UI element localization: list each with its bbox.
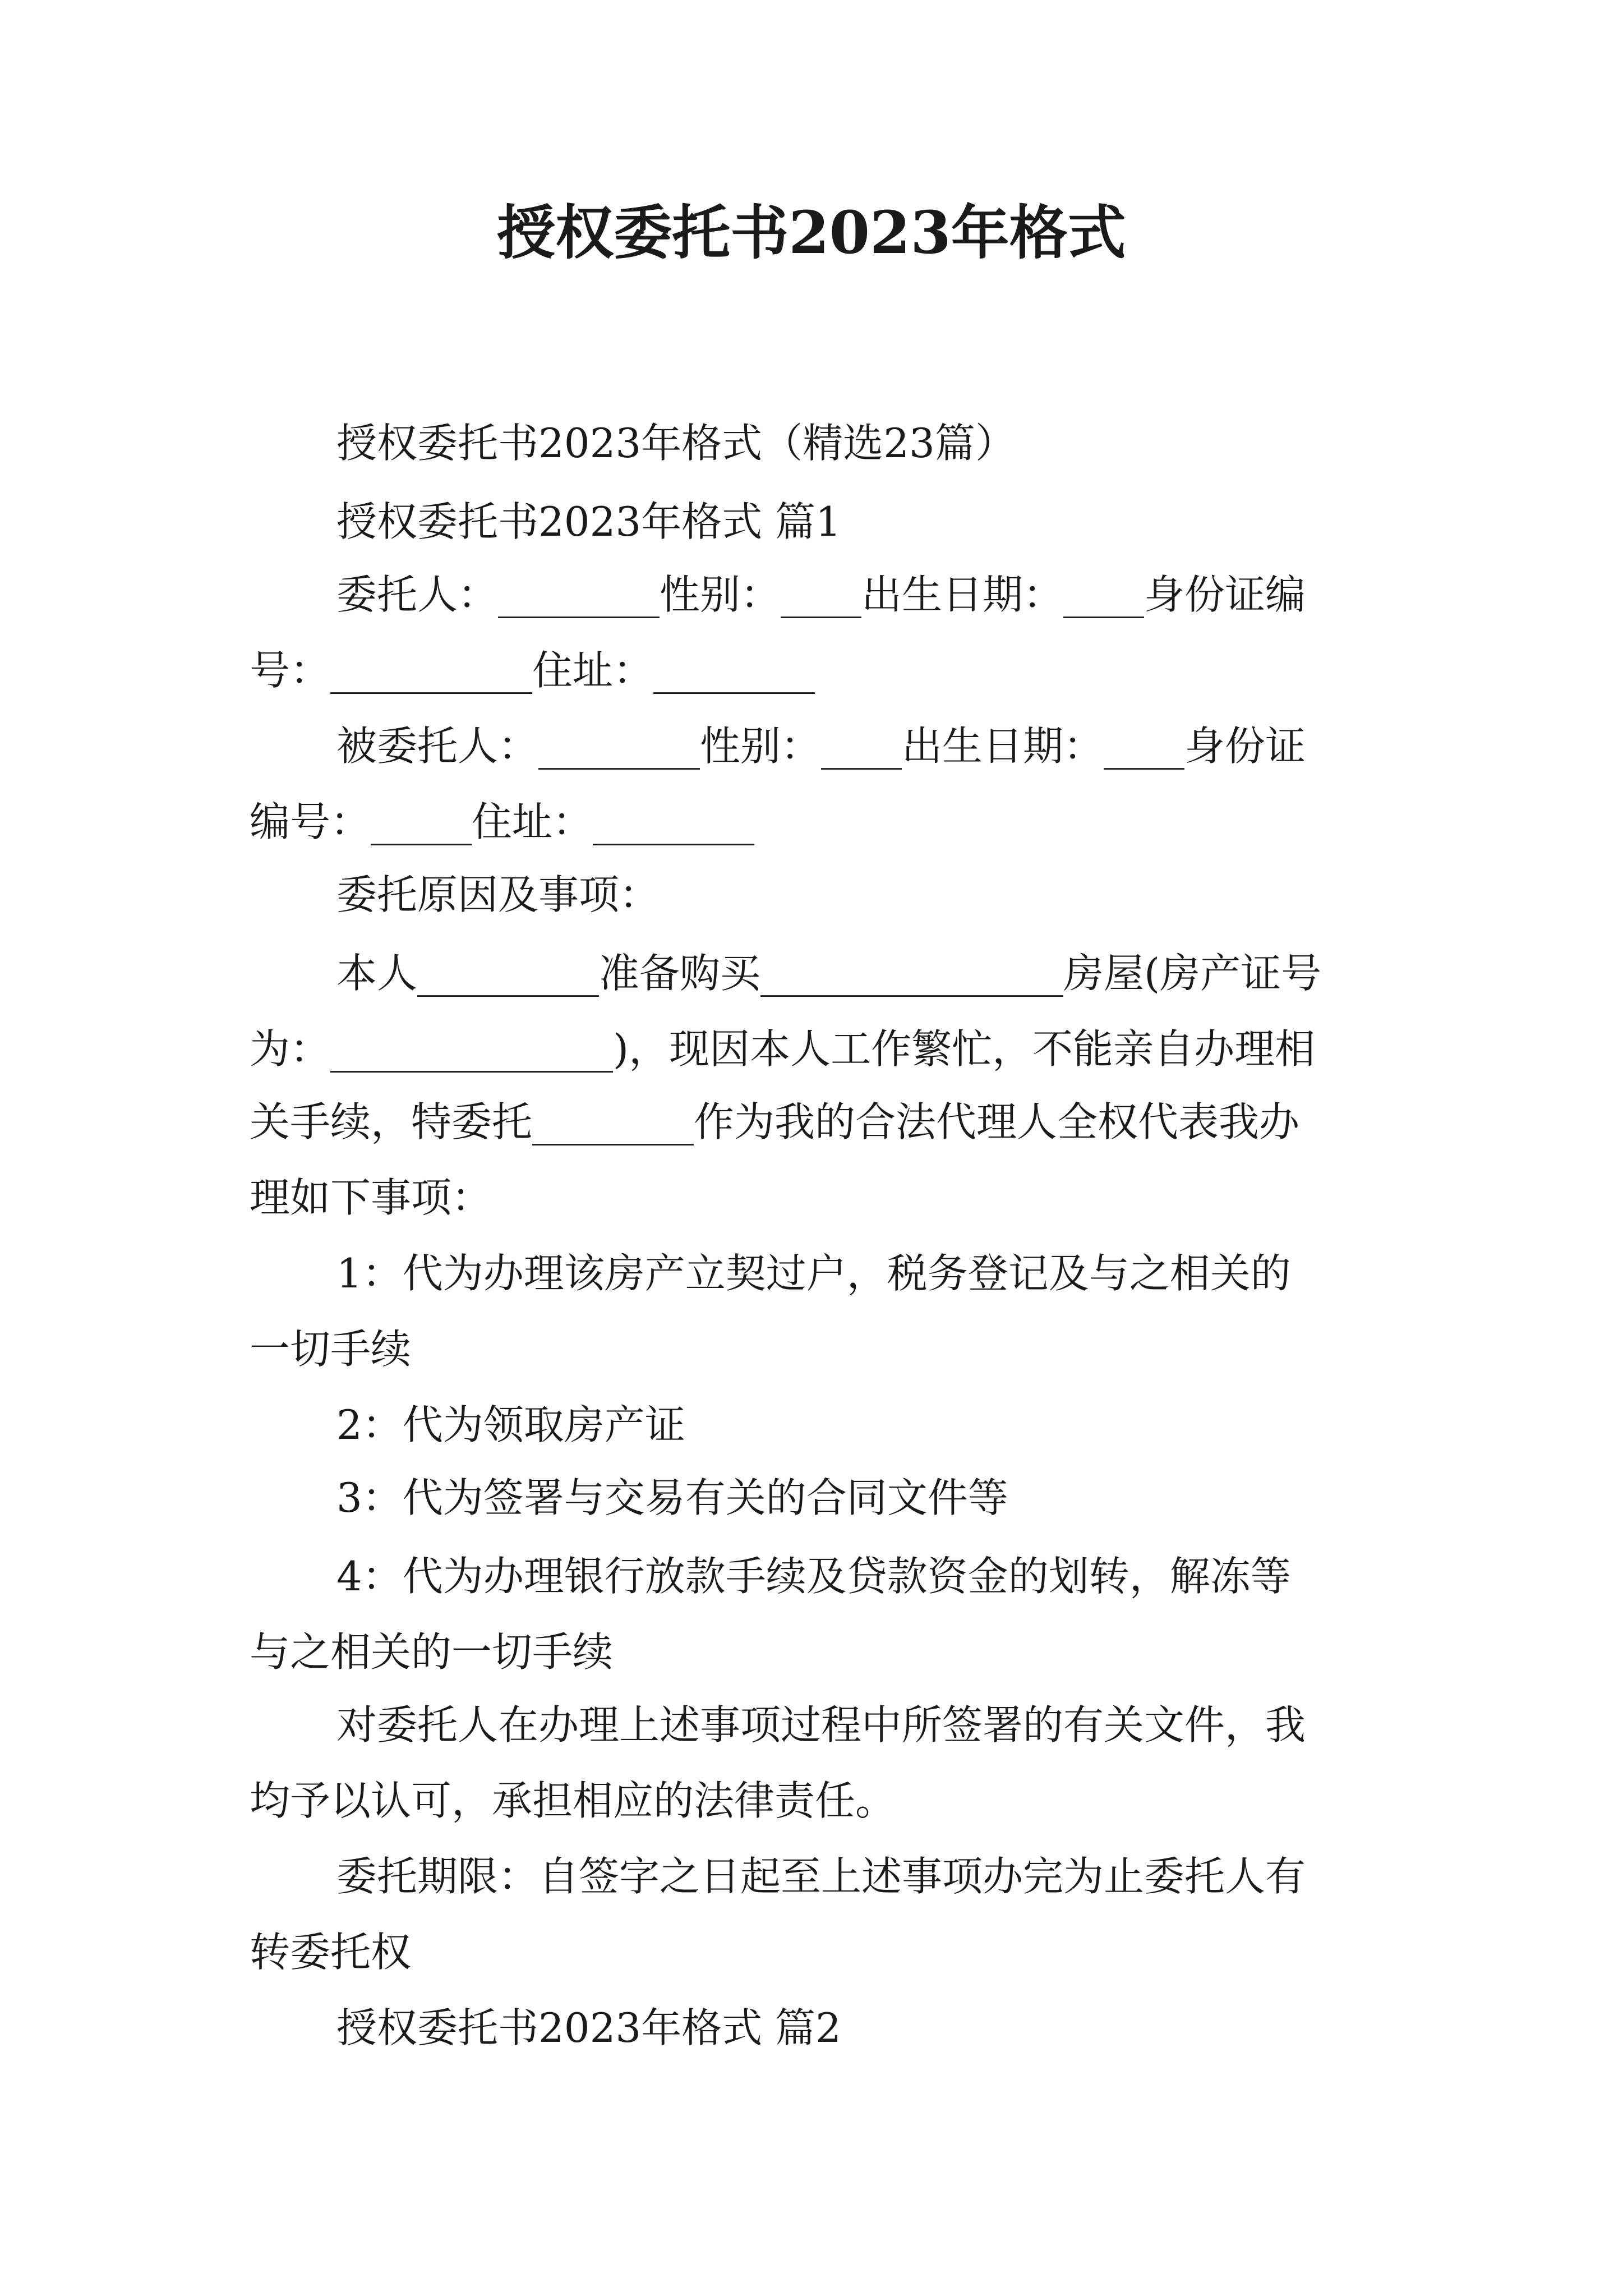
body-line: 4：代为办理银行放款手续及贷款资金的划转，解冻等 — [336, 1553, 1291, 1600]
body-line: 3：代为签署与交易有关的合同文件等 — [336, 1474, 1008, 1521]
body-line: 委托人：________性别：____出生日期：____身份证编 — [336, 571, 1306, 618]
body-line: 授权委托书2023年格式（精选23篇） — [336, 420, 1016, 467]
body-line: 2：代为领取房产证 — [336, 1401, 685, 1448]
body-line: 对委托人在办理上述事项过程中所签署的有关文件，我 — [336, 1701, 1306, 1749]
body-line: 委托期限：自签字之日起至上述事项办完为止委托人有 — [336, 1853, 1306, 1900]
body-line: 转委托权 — [250, 1929, 412, 1976]
body-line: 为：______________)，现因本人工作繁忙，不能亲自办理相 — [250, 1025, 1316, 1073]
body-line: 关手续，特委托________作为我的合法代理人全权代表我办 — [250, 1098, 1300, 1145]
body-line: 委托原因及事项： — [336, 871, 660, 918]
body-line: 均予以认可，承担相应的法律责任。 — [250, 1777, 896, 1824]
body-line: 编号：_____住址：________ — [250, 798, 755, 845]
document-title: 授权委托书2023年格式 — [497, 198, 1126, 267]
body-line: 一切手续 — [250, 1326, 412, 1373]
body-line: 本人_________准备购买_______________房屋(房产证号 — [336, 950, 1322, 997]
body-line: 授权委托书2023年格式 篇1 — [336, 498, 841, 545]
body-line: 号：__________住址：________ — [250, 647, 815, 694]
body-line: 1：代为办理该房产立契过户，税务登记及与之相关的 — [336, 1250, 1291, 1297]
body-line: 授权委托书2023年格式 篇2 — [336, 2004, 841, 2051]
body-line: 被委托人：________性别：____出生日期：____身份证 — [336, 723, 1306, 770]
body-line: 与之相关的一切手续 — [250, 1628, 614, 1676]
body-line: 理如下事项： — [250, 1174, 492, 1221]
